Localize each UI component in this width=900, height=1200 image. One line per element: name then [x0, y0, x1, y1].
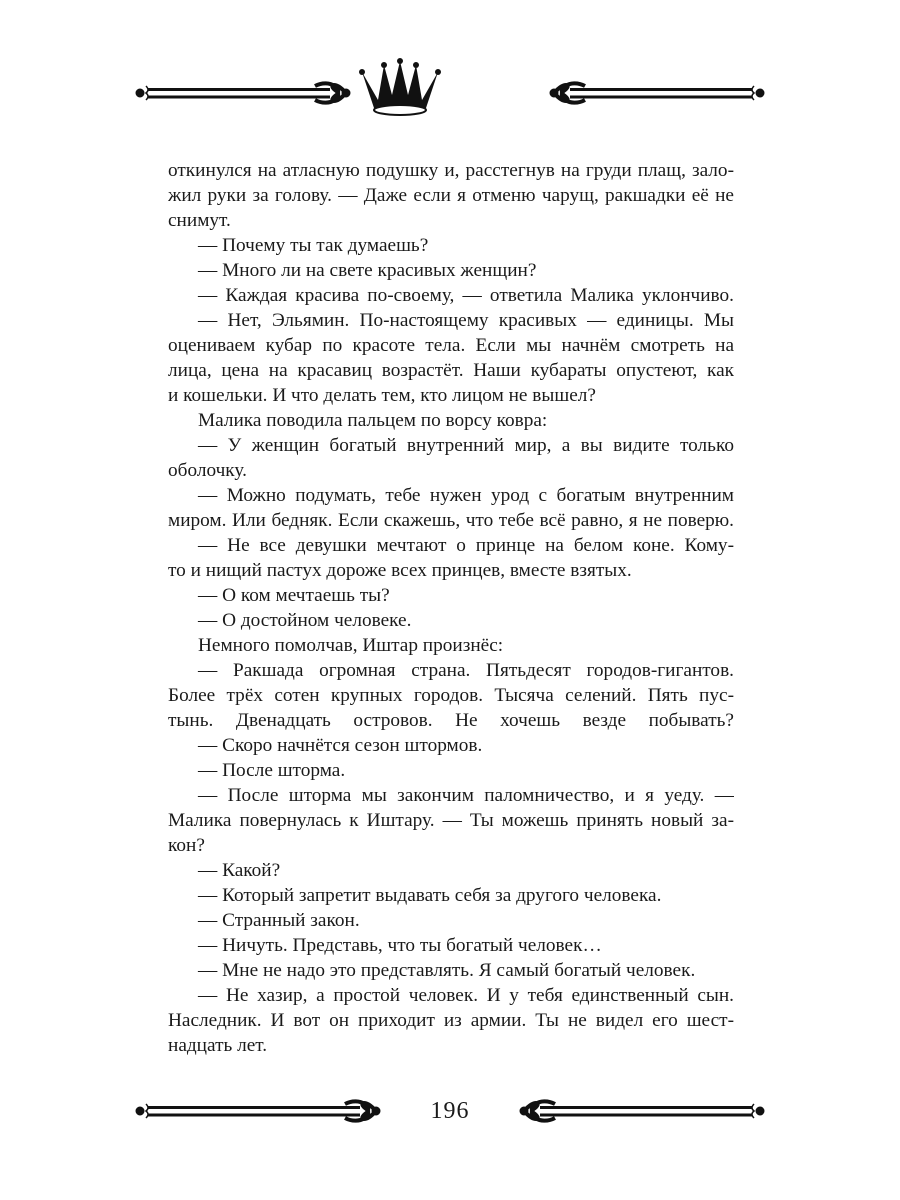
text-line: Малика повернулась к Иштару. — Ты можешь принять новый за-: [168, 810, 734, 831]
text-line: жил руки за голову. — Даже если я отменю чарущ, ракшадки её не: [168, 185, 734, 206]
text-line: — Ничуть. Представь, что ты богатый человек…: [198, 935, 602, 956]
text-line: то и нищий пастух дороже всех принцев, вместе взятых.: [168, 560, 632, 581]
text-line: — Который запретит выдавать себя за другого человека.: [198, 885, 662, 906]
text-line: — О достойном человеке.: [198, 610, 412, 631]
crown-icon: [359, 58, 441, 115]
text-line: — После шторма.: [198, 760, 346, 781]
text-line: Наследник. И вот он приходит из армии. Ты не видел его шест-: [168, 1010, 734, 1031]
text-line: Немного помолчав, Иштар произнёс:: [198, 635, 504, 656]
text-line: — Можно подумать, тебе нужен урод с богатым внутренним: [198, 485, 734, 506]
page-number: 196: [430, 1098, 470, 1124]
text-line: оцениваем кубар по красоте тела. Если мы начнём смотреть на: [168, 335, 734, 356]
text-line: — Не все девушки мечтают о принце на белом коне. Кому-: [198, 535, 734, 556]
text-line: и кошельки. И что делать тем, кто лицом не вышел?: [168, 385, 596, 406]
text-line: — У женщин богатый внутренний мир, а вы видите только: [198, 435, 734, 456]
text-line: лица, цена на красавиц возрастёт. Наши кубараты опустеют, как: [168, 360, 734, 381]
text-line: надцать лет.: [168, 1035, 268, 1056]
text-line: миром. Или бедняк. Если скажешь, что тебе всё равно, я не поверю.: [168, 510, 734, 531]
text-line: снимут.: [168, 210, 231, 231]
text-line: — О ком мечтаешь ты?: [198, 585, 390, 606]
text-line: — Странный закон.: [198, 910, 360, 931]
text-line: — Нет, Эльямин. По-настоящему красивых — единицы. Мы: [198, 310, 734, 331]
right-scroll-icon: [550, 83, 764, 102]
header-ornament: [130, 50, 770, 150]
text-line: тынь. Двенадцать островов. Не хочешь везде побывать?: [168, 710, 734, 731]
text-line: — Каждая красива по-своему, — ответила Малика уклончиво.: [198, 285, 734, 306]
text-line: — Почему ты так думаешь?: [198, 235, 429, 256]
text-line: Малика поводила пальцем по ворсу ковра:: [198, 410, 548, 431]
text-line: оболочку.: [168, 460, 247, 481]
right-scroll-icon: [520, 1101, 764, 1120]
text-line: — Какой?: [198, 860, 281, 881]
body-text: [168, 158, 734, 1058]
left-scroll-icon: [136, 83, 350, 102]
left-scroll-icon: [136, 1101, 380, 1120]
text-line: кон?: [168, 835, 205, 856]
text-line: — Скоро начнётся сезон штормов.: [198, 735, 483, 756]
text-line: — Не хазир, а простой человек. И у тебя единственный сын.: [198, 985, 734, 1006]
text-line: — После шторма мы закончим паломничество, и я уеду. —: [198, 785, 734, 806]
text-line: — Ракшада огромная страна. Пятьдесят городов-гигантов.: [198, 660, 734, 681]
text-line: — Много ли на свете красивых женщин?: [198, 260, 537, 281]
text-line: откинулся на атласную подушку и, расстегнув на груди плащ, зало-: [168, 160, 734, 181]
text-line: Более трёх сотен крупных городов. Тысяча селений. Пять пус-: [168, 685, 734, 706]
text-line: — Мне не надо это представлять. Я самый богатый человек.: [198, 960, 696, 981]
